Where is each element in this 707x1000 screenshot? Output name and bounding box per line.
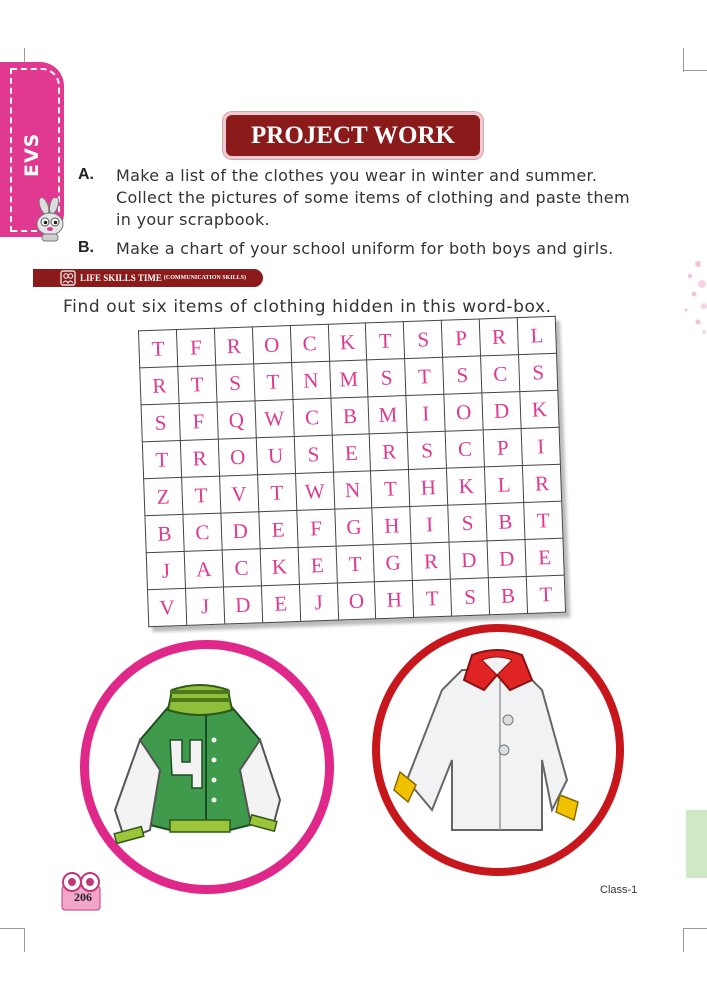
- life-skills-subtitle: (COMMUNICATION SKILLS): [163, 275, 246, 281]
- word-grid-cell: J: [146, 551, 185, 589]
- chapter-tab: [686, 810, 707, 878]
- word-grid-cell: T: [253, 363, 292, 401]
- word-grid-cell: C: [445, 430, 484, 468]
- word-grid-cell: R: [479, 318, 518, 356]
- word-grid-cell: E: [298, 546, 337, 584]
- word-grid-cell: P: [483, 429, 522, 467]
- word-grid-cell: C: [290, 324, 329, 362]
- word-grid-cell: K: [328, 323, 367, 361]
- word-grid-cell: T: [526, 575, 565, 613]
- word-grid-cell: S: [408, 431, 447, 469]
- word-grid-cell: L: [485, 466, 524, 504]
- word-grid-cell: S: [404, 320, 443, 358]
- word-grid-cell: D: [221, 512, 260, 550]
- word-grid-cell: C: [293, 398, 332, 436]
- word-grid-cell: R: [411, 542, 450, 580]
- word-grid-cell: V: [148, 588, 187, 626]
- word-grid-cell: K: [520, 390, 559, 428]
- word-grid-cell: B: [330, 397, 369, 435]
- word-grid-cell: R: [370, 433, 409, 471]
- item-letter: A.: [78, 166, 94, 183]
- word-grid-cell: B: [488, 576, 527, 614]
- item-b-line: Make a chart of your school uniform for both boys and girls.: [116, 239, 614, 258]
- word-grid-cell: U: [256, 437, 295, 475]
- rabbit-mascot-icon: [30, 198, 70, 242]
- word-grid-cell: N: [291, 361, 330, 399]
- word-grid-cell: M: [368, 396, 407, 434]
- shirt-illustration: [392, 640, 592, 840]
- word-grid-cell: T: [257, 473, 296, 511]
- word-grid-cell: F: [176, 328, 215, 366]
- item-a-line: in your scrapbook.: [116, 210, 270, 229]
- word-grid-cell: J: [299, 583, 338, 621]
- word-grid-cell: C: [183, 513, 222, 551]
- word-grid-cell: J: [185, 587, 224, 625]
- subject-tab-label: EVS: [21, 132, 43, 177]
- word-grid-cell: T: [371, 470, 410, 508]
- word-grid-cell: S: [367, 359, 406, 397]
- word-grid-cell: C: [481, 355, 520, 393]
- word-grid-cell: R: [214, 327, 253, 365]
- life-skills-icon: [60, 270, 76, 286]
- word-search-table: [138, 316, 566, 627]
- word-grid-cell: T: [405, 357, 444, 395]
- word-grid-cell: E: [525, 538, 564, 576]
- page-number: 206: [74, 890, 92, 904]
- life-skills-title: LIFE SKILLS TIME: [80, 273, 162, 283]
- word-grid-cell: K: [260, 547, 299, 585]
- crop-mark: [683, 70, 707, 71]
- word-grid-cell: O: [337, 582, 376, 620]
- life-skills-banner: [33, 269, 263, 287]
- word-grid-cell: L: [517, 316, 556, 354]
- jacket-illustration: [110, 680, 290, 850]
- word-grid-cell: T: [366, 322, 405, 360]
- word-grid-cell: W: [295, 472, 334, 510]
- word-grid-cell: D: [482, 392, 521, 430]
- class-label: Class-1: [600, 884, 638, 896]
- word-grid-cell: T: [413, 579, 452, 617]
- word-grid-cell: T: [336, 545, 375, 583]
- item-a-line: Collect the pictures of some items of clothing and paste them: [116, 188, 630, 207]
- word-grid-cell: D: [223, 586, 262, 624]
- word-grid-cell: G: [334, 508, 373, 546]
- word-grid-cell: T: [524, 501, 563, 539]
- word-grid-cell: S: [451, 578, 490, 616]
- word-grid-cell: S: [448, 504, 487, 542]
- crop-mark: [0, 928, 24, 929]
- word-grid-cell: H: [409, 468, 448, 506]
- word-grid-cell: D: [487, 540, 526, 578]
- word-grid-cell: D: [449, 541, 488, 579]
- word-grid-cell: R: [140, 367, 179, 405]
- word-search-instruction: Find out six items of clothing hidden in this word-box.: [63, 297, 552, 317]
- word-grid-cell: S: [216, 364, 255, 402]
- page-title: PROJECT WORK: [226, 115, 480, 156]
- word-grid-cell: W: [255, 400, 294, 438]
- word-grid-cell: R: [180, 439, 219, 477]
- paint-splatter-decoration: [668, 250, 707, 340]
- word-grid-cell: N: [333, 471, 372, 509]
- word-grid-cell: S: [294, 435, 333, 473]
- word-grid-cell: C: [222, 549, 261, 587]
- word-grid-cell: S: [519, 353, 558, 391]
- word-grid-cell: O: [444, 393, 483, 431]
- word-grid-cell: V: [219, 475, 258, 513]
- word-grid-cell: I: [406, 394, 445, 432]
- crop-mark: [24, 928, 25, 952]
- word-grid-cell: T: [178, 365, 217, 403]
- word-grid-cell: A: [184, 550, 223, 588]
- word-grid-cell: T: [142, 440, 181, 478]
- word-grid-cell: F: [296, 509, 335, 547]
- word-grid-cell: G: [374, 543, 413, 581]
- word-grid-cell: I: [521, 427, 560, 465]
- word-grid-cell: Q: [217, 401, 256, 439]
- word-grid-cell: S: [443, 356, 482, 394]
- word-grid-cell: F: [179, 402, 218, 440]
- word-grid-cell: T: [182, 476, 221, 514]
- crop-mark: [683, 928, 707, 929]
- item-letter: B.: [78, 239, 94, 256]
- word-grid-cell: O: [218, 438, 257, 476]
- word-grid-cell: Z: [144, 477, 183, 515]
- word-grid-cell: B: [145, 514, 184, 552]
- word-grid-cell: B: [486, 503, 525, 541]
- word-grid-cell: S: [141, 403, 180, 441]
- word-grid-cell: R: [522, 464, 561, 502]
- word-search-grid: [138, 316, 566, 627]
- word-grid-cell: P: [442, 319, 481, 357]
- crop-mark: [683, 48, 684, 72]
- word-grid-cell: O: [252, 326, 291, 364]
- word-grid-cell: M: [329, 360, 368, 398]
- word-grid-cell: H: [375, 580, 414, 618]
- word-grid-cell: H: [372, 506, 411, 544]
- word-grid-cell: E: [332, 434, 371, 472]
- item-a-line: Make a list of the clothes you wear in winter and summer.: [116, 166, 598, 185]
- word-grid-cell: E: [259, 510, 298, 548]
- crop-mark: [683, 928, 684, 952]
- word-grid-cell: K: [447, 467, 486, 505]
- word-grid-cell: E: [261, 584, 300, 622]
- word-grid-cell: I: [410, 505, 449, 543]
- word-grid-cell: T: [138, 330, 177, 368]
